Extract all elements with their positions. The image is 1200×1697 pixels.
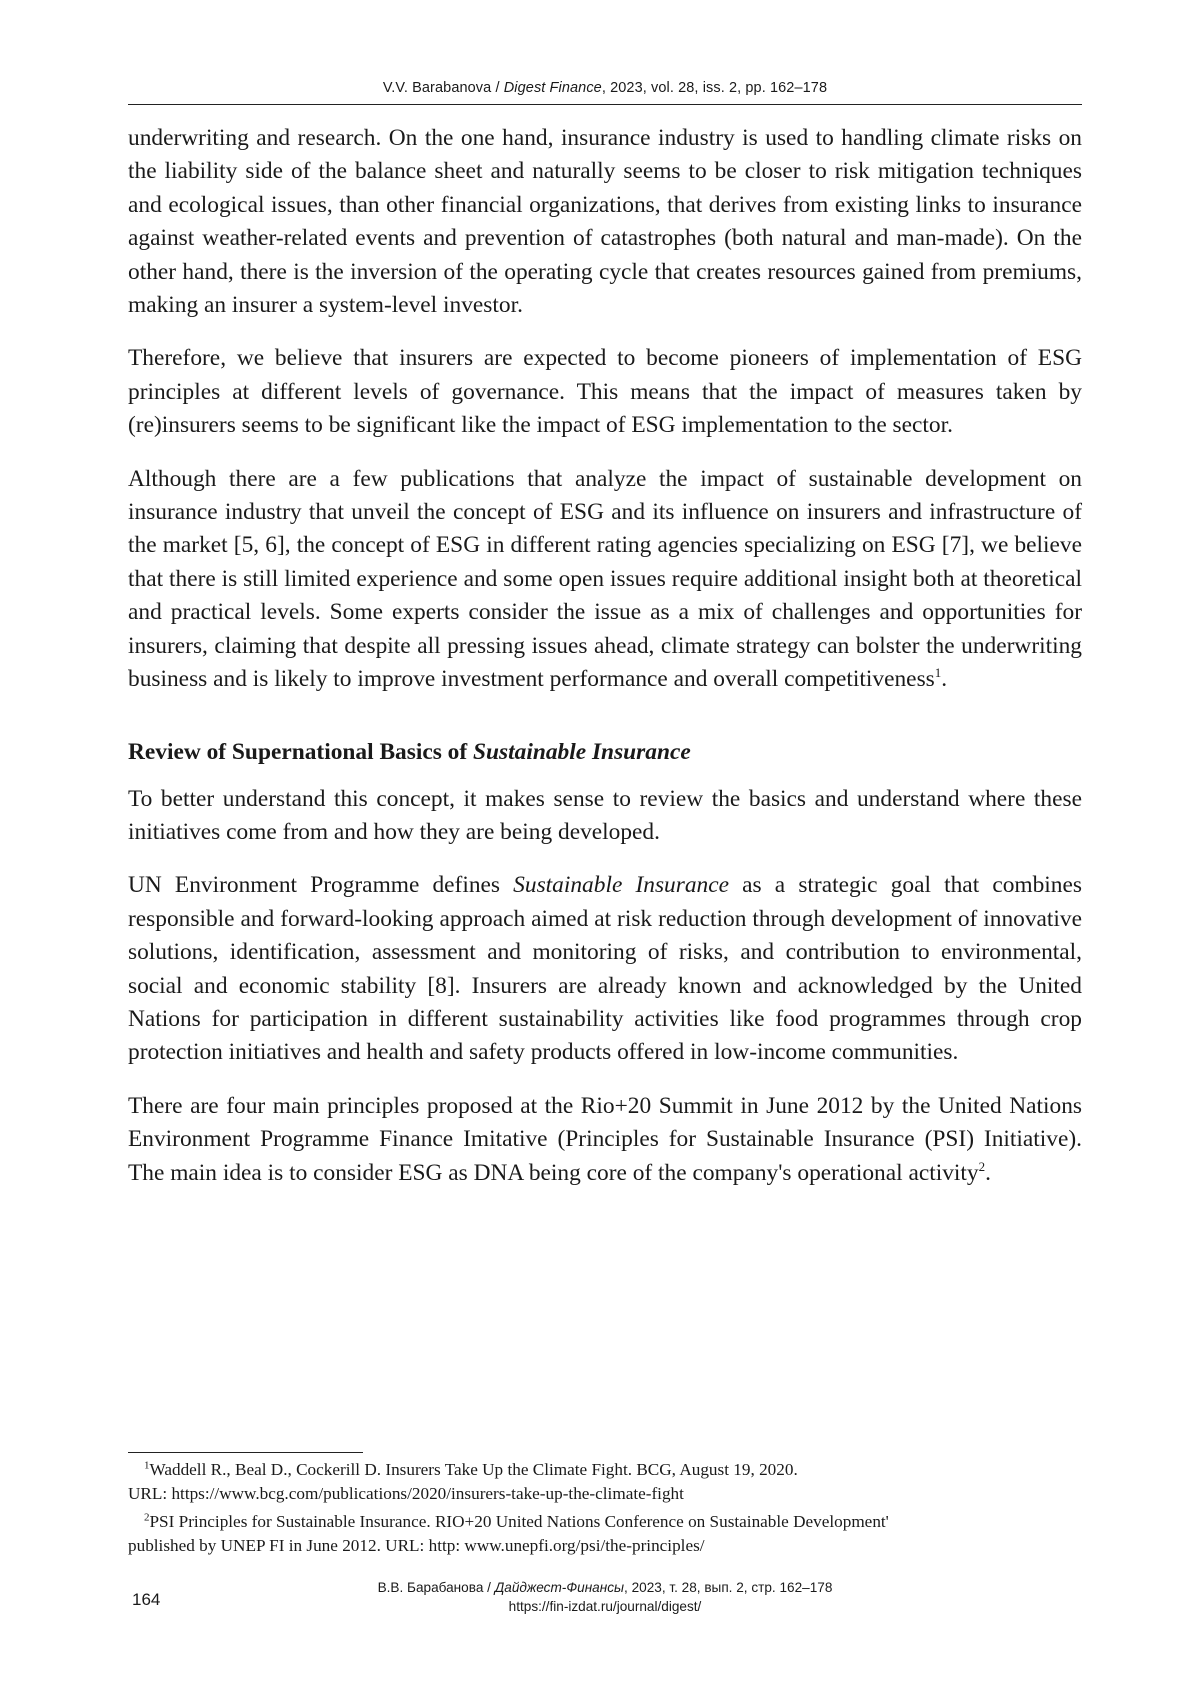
paragraph-5	[128, 869, 1082, 1069]
header-rule	[128, 104, 1082, 105]
section-heading	[128, 737, 1082, 767]
paragraph-5-italic: Sustainable Insurance	[513, 872, 730, 899]
paragraph-6-end: .	[985, 1159, 991, 1186]
paragraph-3	[128, 463, 1082, 697]
header-separator: /	[491, 80, 504, 96]
article-body	[128, 122, 1082, 1210]
footnote-1-text: Waddell R., Beal D., Cockerill D. Insurers Take Up the Climate Fight. BCG, August 19, 2020.	[149, 1460, 798, 1479]
paragraph-1: underwriting and research. On the one hand, insurance industry is used to handling climate risks on the liability side of the balance sheet and naturally seems to be closer to risk mitigation techniques and ecological issues, than other financial organizations, that derives from existing links to insurance against weather-related events and prevention of catastrophes (both natural and man-made). On the other hand, there is the inversion of the operating cycle that creates resources gained from premiums, making an insurer a system-level investor.	[128, 125, 1082, 319]
paragraph-2: Therefore, we believe that insurers are expected to become pioneers of implementation of ESG principles at different levels of governance. This means that the impact of measures taken by (re)insurers seems to be significant like the impact of ESG implementation to the sector.	[128, 345, 1082, 439]
footer-citation	[128, 1578, 1082, 1597]
paragraph-5-rest: as a strategic goal that combines responsible and forward-looking approach aimed at risk reduction through development of innovative solutions, identification, assessment and monitoring of risks, and contribution to environmental, social and economic stability [8]. Insurers are already known and acknowledged by the United Nations for participation in different sustainability activities like food programmes through crop protection initiatives and health and safety products offered in low-income communities.	[128, 872, 1082, 1066]
footnotes	[128, 1458, 1082, 1562]
paragraph-4: To better understand this concept, it makes sense to review the basics and understand where these initiatives come from and how they are being developed.	[128, 785, 1082, 845]
heading-italic: Sustainable Insurance	[473, 738, 691, 765]
paragraph-6	[128, 1090, 1082, 1190]
page-footer	[128, 1578, 1082, 1616]
page-number: 164	[132, 1590, 161, 1609]
footnote-rule	[128, 1452, 363, 1453]
paragraph-6-text: There are four main principles proposed at the Rio+20 Summit in June 2012 by the United Nations Environment Programme Finance Imitative (Principles for Sustainable Insurance (PSI) Initiative). The main idea is to consider ESG as DNA being core of the company's operational activity	[128, 1092, 1082, 1186]
paragraph-3-end: .	[941, 666, 948, 693]
header-journal: Digest Finance	[503, 80, 602, 96]
header-details: , 2023, vol. 28, iss. 2, pp. 162–178	[601, 80, 828, 96]
footnote-1-url[interactable]: URL: https://www.bcg.com/publications/2020/insurers-take-up-the-climate-fight	[128, 1484, 684, 1503]
footnote-2	[128, 1510, 1082, 1558]
footnote-ref-1[interactable]: 1	[934, 665, 942, 681]
running-header	[128, 80, 1082, 96]
footnote-1	[128, 1458, 1082, 1506]
footer-separator: /	[483, 1580, 495, 1595]
footer-details: , 2023, т. 28, вып. 2, стр. 162–178	[624, 1580, 833, 1595]
paragraph-3-text: Although there are a few publications that analyze the impact of sustainable development on insurance industry that unveil the concept of ESG and its influence on insurers and infrastructure of the market [5, 6], the concept of ESG in different rating agencies specializing on ESG [7], we believe that there is still limited experience and some open issues require additional insight both at theoretical and practical levels. Some experts consider the issue as a mix of challenges and opportunities for insurers, claiming that despite all pressing issues ahead, climate strategy can bolster the underwriting business and is likely to improve investment performance and overall competitiveness	[128, 465, 1082, 693]
paragraph-5-start: UN Environment Programme defines	[128, 872, 514, 899]
heading-plain: Review of Supernational Basics of	[128, 738, 474, 765]
footnote-ref-2[interactable]: 2	[978, 1158, 986, 1174]
footnote-2-continuation[interactable]: published by UNEP FI in June 2012. URL: http: www.unepfi.org/psi/the-principles/	[128, 1536, 705, 1555]
footnote-1-number: 1	[144, 1459, 150, 1472]
footer-url[interactable]: https://fin-izdat.ru/journal/digest/	[508, 1599, 702, 1614]
footnote-2-text: PSI Principles for Sustainable Insurance. RIO+20 United Nations Conference on Sustainable Development'	[149, 1512, 889, 1531]
footer-authors: В.В. Барабанова	[377, 1580, 484, 1595]
header-authors: V.V. Barabanova	[382, 80, 492, 96]
footnote-2-number: 2	[144, 1511, 150, 1524]
footer-journal: Дайджест-Финансы	[494, 1580, 625, 1595]
